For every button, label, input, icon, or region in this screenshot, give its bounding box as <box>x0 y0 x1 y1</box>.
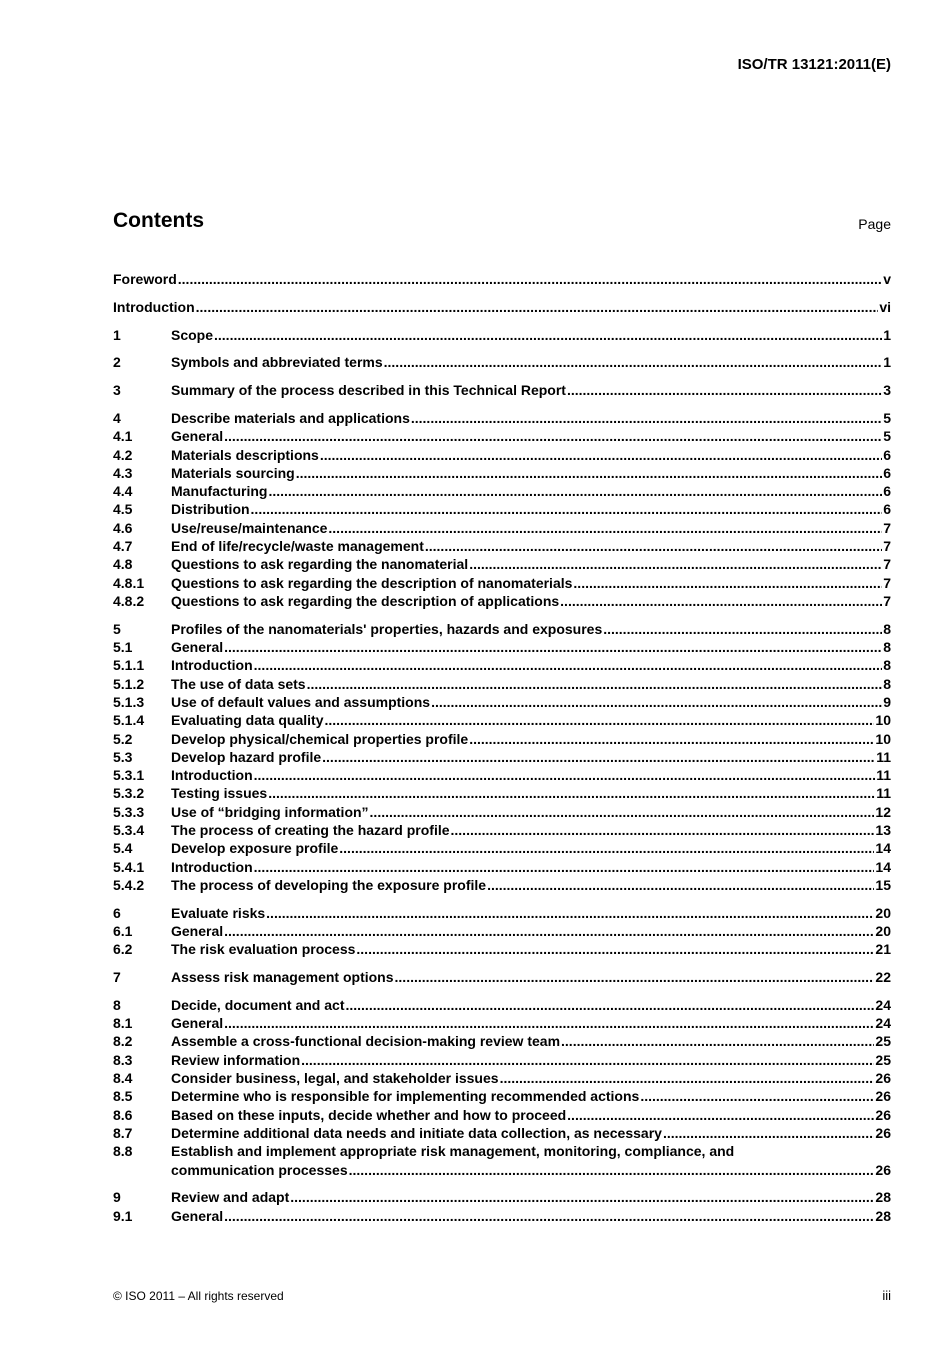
toc-leader-dots <box>251 500 883 518</box>
toc-entry-page: 28 <box>875 1189 891 1206</box>
toc-entry-number: 8.8 <box>113 1143 133 1160</box>
toc-group <box>113 409 891 610</box>
toc-leader-dots <box>411 409 882 427</box>
toc-leader-dots <box>224 427 882 445</box>
toc-entry[interactable] <box>113 940 891 958</box>
toc-group <box>113 326 891 344</box>
toc-entry-number: 8.5 <box>113 1088 133 1105</box>
toc-entry-page: 8 <box>883 675 891 692</box>
toc-entry[interactable] <box>113 427 891 445</box>
toc-entry-title-continued: communication processes <box>171 1161 348 1178</box>
toc-entry-title: Materials descriptions <box>171 446 319 463</box>
toc-entry-title: General <box>171 639 224 656</box>
toc-entry-number: 4.2 <box>113 446 133 463</box>
toc-entry-page: 25 <box>875 1051 891 1068</box>
toc-entry-page: 7 <box>883 519 891 536</box>
toc-entry[interactable] <box>113 996 891 1014</box>
toc-entry-title: Assemble a cross-functional decision-making review team <box>171 1033 561 1050</box>
toc-entry[interactable] <box>113 839 891 857</box>
toc-leader-dots <box>266 904 874 922</box>
toc-entry-page: 1 <box>883 354 891 371</box>
toc-entry-number: 5.3 <box>113 748 133 765</box>
toc-entry-title: Use/reuse/maintenance <box>171 519 328 536</box>
toc-leader-dots <box>469 730 874 748</box>
page-title: Contents <box>113 209 204 232</box>
toc-entry-number: 5 <box>113 620 121 637</box>
toc-group <box>113 298 891 316</box>
toc-entry-title: Assess risk management options <box>171 969 394 986</box>
toc-entry-number: 5.4.1 <box>113 858 145 875</box>
toc-entry-title: Use of “bridging information” <box>171 803 369 820</box>
toc-entry[interactable] <box>113 693 891 711</box>
toc-entry-title: Establish and implement appropriate risk management, monitoring, compliance, and <box>171 1143 735 1160</box>
toc-entry-title: Distribution <box>171 501 250 518</box>
toc-entry-page: 8 <box>883 620 891 637</box>
toc-entry[interactable] <box>113 353 891 371</box>
toc-entry-title: Manufacturing <box>171 483 268 500</box>
toc-entry-number: 8.6 <box>113 1106 133 1123</box>
toc-leader-dots <box>320 446 882 464</box>
toc-entry-title: End of life/recycle/waste management <box>171 538 424 555</box>
toc-entry-number: 9.1 <box>113 1207 133 1224</box>
toc-leader-dots <box>307 675 883 693</box>
toc-entry[interactable] <box>113 270 891 288</box>
toc-entry-page: 21 <box>875 941 891 958</box>
toc-entry-title: The process of creating the hazard profile <box>171 822 450 839</box>
toc-entry-number: 4.3 <box>113 464 133 481</box>
toc-leader-dots <box>328 519 882 537</box>
toc-entry-number: 5.3.2 <box>113 785 145 802</box>
toc-entry[interactable] <box>113 1032 891 1050</box>
toc-entry[interactable] <box>113 638 891 656</box>
toc-leader-dots <box>663 1124 874 1142</box>
toc-leader-dots <box>370 803 875 821</box>
toc-entry-title: Introduction <box>171 767 253 784</box>
toc-entry-number: 8 <box>113 996 121 1013</box>
toc-entry-number: 1 <box>113 326 121 343</box>
toc-entry[interactable] <box>113 821 891 839</box>
toc-entry-number: 8.1 <box>113 1015 133 1032</box>
toc-entry[interactable] <box>113 537 891 555</box>
toc-entry-number: 5.4 <box>113 840 133 857</box>
toc-leader-dots <box>224 1014 874 1032</box>
toc-entry-title: Decide, document and act <box>171 996 345 1013</box>
toc-leader-dots <box>301 1051 874 1069</box>
toc-entry-number: 4.6 <box>113 519 133 536</box>
toc-entry-number: 5.1.1 <box>113 657 145 674</box>
toc-entry-page: 22 <box>875 969 891 986</box>
toc-entry[interactable] <box>113 381 891 399</box>
toc-entry-page: 24 <box>875 996 891 1013</box>
toc-entry-number: 5.3.3 <box>113 803 145 820</box>
toc-entry-page: 14 <box>875 858 891 875</box>
toc-entry[interactable] <box>113 748 891 766</box>
toc-entry-page: 5 <box>883 428 891 445</box>
toc-entry[interactable] <box>113 1142 891 1160</box>
toc-entry-title: Based on these inputs, decide whether and how to proceed <box>171 1106 567 1123</box>
toc-leader-dots <box>322 748 875 766</box>
toc-leader-dots <box>296 464 883 482</box>
toc-entry-title: Questions to ask regarding the nanomaterial <box>171 556 469 573</box>
toc-entry[interactable] <box>113 620 891 638</box>
toc-leader-dots <box>224 922 874 940</box>
toc-entry-page: 28 <box>875 1207 891 1224</box>
toc-entry[interactable] <box>113 1014 891 1032</box>
toc-entry-page: 1 <box>883 326 891 343</box>
page-number: iii <box>882 1288 891 1303</box>
toc-entry-number: 6.2 <box>113 941 133 958</box>
toc-entry-page: 26 <box>875 1106 891 1123</box>
toc-entry-page: 10 <box>875 712 891 729</box>
toc-leader-dots <box>254 766 876 784</box>
toc-leader-dots <box>178 270 882 288</box>
toc-entry-number: 3 <box>113 382 121 399</box>
toc-leader-dots <box>356 940 874 958</box>
toc-leader-dots <box>290 1188 874 1206</box>
toc-entry-page: 3 <box>883 382 891 399</box>
toc-leader-dots <box>384 353 883 371</box>
toc-entry-page: 7 <box>883 592 891 609</box>
page-column-label: Page <box>858 216 891 232</box>
toc-entry-number: 4.8.1 <box>113 574 145 591</box>
toc-entry-page: 26 <box>875 1161 891 1178</box>
toc-leader-dots <box>324 711 874 729</box>
toc-leader-dots <box>603 620 882 638</box>
toc-entry-title: Evaluating data quality <box>171 712 324 729</box>
toc-leader-dots <box>573 574 882 592</box>
toc-entry-title: Materials sourcing <box>171 464 295 481</box>
toc-entry-title: General <box>171 428 224 445</box>
toc-entry-page: 6 <box>883 446 891 463</box>
toc-entry-title: Review and adapt <box>171 1189 290 1206</box>
toc-entry-page: v <box>883 271 891 287</box>
toc-entry-number: 8.7 <box>113 1124 133 1141</box>
toc-entry[interactable] <box>113 711 891 729</box>
toc-leader-dots <box>561 1032 874 1050</box>
toc-group <box>113 620 891 894</box>
toc-entry-page: 20 <box>875 904 891 921</box>
toc-leader-dots <box>345 996 874 1014</box>
toc-entry-page: 15 <box>875 876 891 893</box>
toc-entry-title: General <box>171 1207 224 1224</box>
toc-entry[interactable] <box>113 555 891 573</box>
toc-entry-title: Profiles of the nanomaterials' properties, hazards and exposures <box>171 620 603 637</box>
toc-entry[interactable] <box>113 464 891 482</box>
toc-entry[interactable] <box>113 656 891 674</box>
toc-entry[interactable] <box>113 1087 891 1105</box>
toc-entry[interactable] <box>113 482 891 500</box>
toc-entry-title: General <box>171 1015 224 1032</box>
toc-entry-page: 7 <box>883 556 891 573</box>
toc-leader-dots <box>425 537 882 555</box>
toc-entry-title: Develop exposure profile <box>171 840 339 857</box>
toc-entry-number: 5.2 <box>113 730 133 747</box>
toc-entry-title: Scope <box>171 326 214 343</box>
toc-entry-number: 4.5 <box>113 501 133 518</box>
toc-entry-title: The process of developing the exposure profile <box>171 876 487 893</box>
toc-leader-dots <box>254 858 875 876</box>
toc-entry-page: 11 <box>876 748 891 765</box>
toc-entry[interactable] <box>113 1106 891 1124</box>
toc-entry-page: 10 <box>875 730 891 747</box>
toc-leader-dots <box>431 693 882 711</box>
toc-entry[interactable] <box>113 766 891 784</box>
toc-entry[interactable] <box>113 904 891 922</box>
toc-entry-title: The use of data sets <box>171 675 306 692</box>
toc-entry-number: 8.3 <box>113 1051 133 1068</box>
toc-entry-title: Introduction <box>171 858 253 875</box>
toc-leader-dots <box>500 1069 875 1087</box>
toc-entry-title: Summary of the process described in this Technical Report <box>171 382 566 399</box>
toc-entry-title: Testing issues <box>171 785 268 802</box>
toc-entry-number: 5.1 <box>113 639 133 656</box>
toc-entry-page: 9 <box>883 693 891 710</box>
toc-entry[interactable] <box>113 730 891 748</box>
toc-entry[interactable] <box>113 675 891 693</box>
toc-entry-number: 2 <box>113 354 121 371</box>
toc-entry-number: 5.1.3 <box>113 693 145 710</box>
toc-entry-number: 5.3.4 <box>113 822 145 839</box>
toc-entry-page: vi <box>879 298 891 315</box>
toc-entry-number: 5.3.1 <box>113 767 145 784</box>
toc-leader-dots <box>254 656 883 674</box>
toc-entry-page: 13 <box>875 822 891 839</box>
toc-leader-dots <box>451 821 875 839</box>
toc-entry-title: Questions to ask regarding the description of applications <box>171 592 560 609</box>
toc-entry-title: Symbols and abbreviated terms <box>171 354 383 371</box>
toc-entry-page: 11 <box>876 785 891 802</box>
toc-entry-page: 5 <box>883 409 891 426</box>
toc-leader-dots <box>567 381 882 399</box>
toc-entry-number: 5.1.4 <box>113 712 145 729</box>
toc-entry-page: 26 <box>875 1124 891 1141</box>
toc-entry[interactable] <box>113 592 891 610</box>
toc-entry-number: 4 <box>113 409 121 426</box>
copyright-notice: © ISO 2011 – All rights reserved <box>113 1289 284 1303</box>
toc-entry[interactable] <box>113 326 891 344</box>
toc-entry-title: The risk evaluation process <box>171 941 356 958</box>
toc-entry-page: 6 <box>883 501 891 518</box>
toc-group <box>113 1188 891 1225</box>
toc-entry[interactable] <box>113 968 891 986</box>
toc-entry-title: Develop hazard profile <box>171 748 322 765</box>
toc-entry-title: Questions to ask regarding the description of nanomaterials <box>171 574 573 591</box>
toc-leader-dots <box>487 876 874 894</box>
toc-leader-dots <box>395 968 875 986</box>
toc-entry-title: Review information <box>171 1051 301 1068</box>
toc-group <box>113 381 891 399</box>
toc-leader-dots <box>224 1207 874 1225</box>
toc-entry[interactable] <box>113 1188 891 1206</box>
toc-entry[interactable] <box>113 500 891 518</box>
toc-entry[interactable] <box>113 1051 891 1069</box>
toc-leader-dots <box>349 1161 875 1179</box>
toc-entry-number: 4.8 <box>113 556 133 573</box>
toc-entry-page: 7 <box>883 574 891 591</box>
toc-leader-dots <box>469 555 882 573</box>
toc-entry[interactable] <box>113 1207 891 1225</box>
toc-entry[interactable] <box>113 409 891 427</box>
toc-entry-title: Foreword <box>113 271 177 287</box>
toc-leader-dots <box>560 592 882 610</box>
toc-entry[interactable] <box>113 922 891 940</box>
toc-entry[interactable] <box>113 1069 891 1087</box>
toc-entry[interactable] <box>113 784 891 802</box>
toc-leader-dots <box>640 1087 874 1105</box>
toc-entry-title: Develop physical/chemical properties profile <box>171 730 469 747</box>
toc-entry-number: 7 <box>113 969 121 986</box>
toc-entry-number: 5.4.2 <box>113 876 145 893</box>
toc-entry[interactable] <box>113 876 891 894</box>
toc-entry-title: Describe materials and applications <box>171 409 410 426</box>
toc-entry-page: 11 <box>876 767 891 784</box>
toc-entry-number: 6 <box>113 904 121 921</box>
toc-leader-dots <box>214 326 882 344</box>
toc-group <box>113 996 891 1179</box>
toc-entry-number: 9 <box>113 1189 121 1206</box>
toc-entry-number: 8.2 <box>113 1033 133 1050</box>
toc-entry-page: 7 <box>883 538 891 555</box>
toc-entry[interactable] <box>113 858 891 876</box>
toc-entry-title: Determine who is responsible for implementing recommended actions <box>171 1088 640 1105</box>
toc-entry-title: Introduction <box>171 657 253 674</box>
toc-leader-dots <box>268 482 882 500</box>
toc-entry-page: 26 <box>875 1070 891 1087</box>
toc-entry-continuation[interactable] <box>113 1161 891 1179</box>
toc-entry-title: General <box>171 923 224 939</box>
toc-group <box>113 270 891 288</box>
toc-entry-page: 26 <box>875 1088 891 1105</box>
toc-entry-page: 8 <box>883 639 891 656</box>
toc-entry-title: Evaluate risks <box>171 904 266 921</box>
toc-entry-number: 4.4 <box>113 483 133 500</box>
toc-entry[interactable] <box>113 1124 891 1142</box>
toc-entry[interactable] <box>113 574 891 592</box>
toc-entry[interactable] <box>113 519 891 537</box>
toc-entry-title: Use of default values and assumptions <box>171 693 431 710</box>
toc-group <box>113 904 891 959</box>
toc-leader-dots <box>224 638 882 656</box>
toc-entry-number: 5.1.2 <box>113 675 145 692</box>
toc-entry-page: 12 <box>875 803 891 820</box>
toc-entry-number: 6.1 <box>113 923 133 939</box>
toc-entry-page: 24 <box>875 1015 891 1032</box>
toc-entry-page: 20 <box>875 923 891 939</box>
toc-entry-number: 8.4 <box>113 1070 133 1087</box>
toc-entry-title: Consider business, legal, and stakeholder issues <box>171 1070 499 1087</box>
toc-leader-dots <box>567 1106 874 1124</box>
toc-leader-dots <box>339 839 874 857</box>
toc-entry[interactable] <box>113 446 891 464</box>
document-id: ISO/TR 13121:2011(E) <box>737 56 891 73</box>
toc-entry-number: 4.7 <box>113 538 133 555</box>
toc-group <box>113 968 891 986</box>
toc-group <box>113 353 891 371</box>
toc-leader-dots <box>196 298 879 316</box>
toc-entry-number: 4.1 <box>113 428 133 445</box>
toc-entry-title: Determine additional data needs and initiate data collection, as necessary <box>171 1124 662 1141</box>
toc-leader-dots <box>268 784 875 802</box>
toc-entry-page: 6 <box>883 483 891 500</box>
toc-entry-page: 25 <box>875 1033 891 1050</box>
toc-entry[interactable] <box>113 803 891 821</box>
toc-entry-page: 8 <box>883 657 891 674</box>
toc-entry[interactable] <box>113 298 891 316</box>
toc-entry-title: Introduction <box>113 298 195 315</box>
table-of-contents <box>113 270 891 1234</box>
toc-entry-page: 6 <box>883 464 891 481</box>
toc-entry-number: 4.8.2 <box>113 592 145 609</box>
toc-entry-page: 14 <box>875 840 891 857</box>
